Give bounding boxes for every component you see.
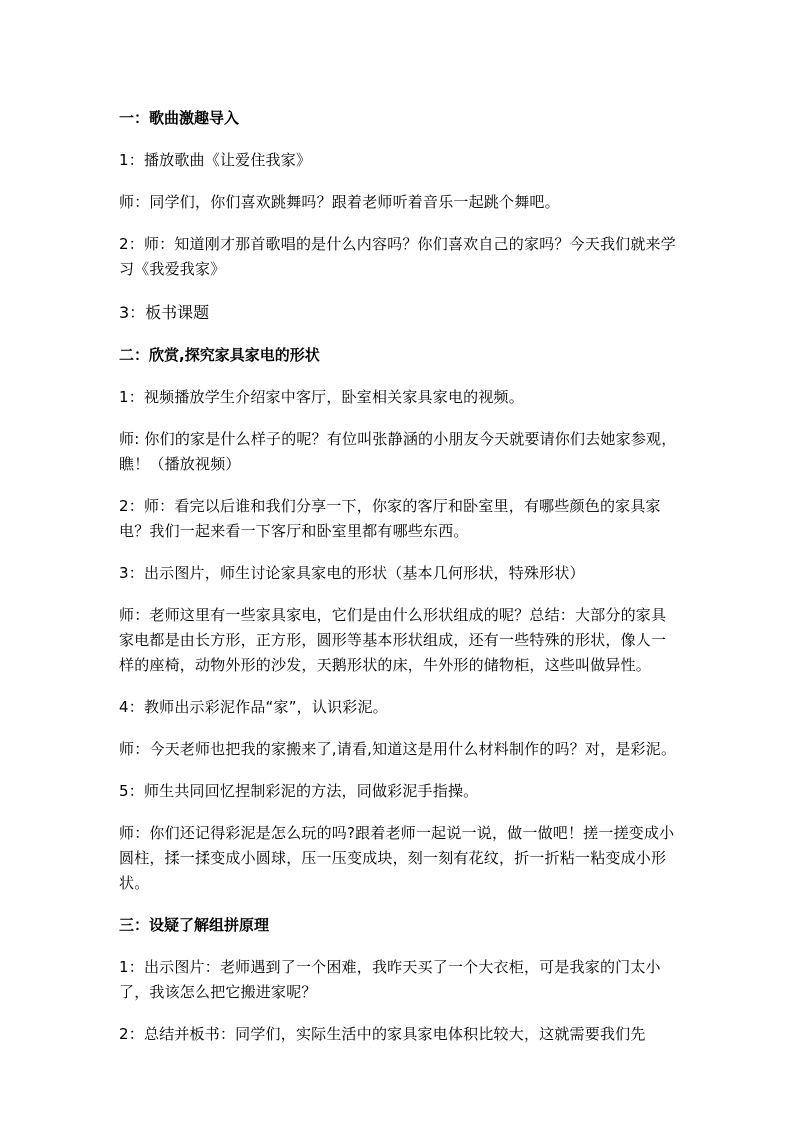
section-heading-1: 一：歌曲激趣导入 — [119, 109, 240, 127]
paragraph-2-3: 2：师：看完以后谁和我们分享一下，你家的客厅和卧室里，有哪些颜色的家具家电？我们一起来看一下客厅和卧室里都有哪些东西。 — [119, 497, 661, 540]
paragraph-1-4: 3：板书课题 — [119, 303, 210, 322]
paragraph-2-8: 5：师生共同回忆捏制彩泥的方法，同做彩泥手指操。 — [119, 782, 479, 800]
paragraph-2-4: 3：出示图片，师生讨论家具家电的形状（基本几何形状，特殊形状） — [119, 564, 585, 582]
paragraph-1-3: 2：师：知道刚才那首歌唱的是什么内容吗？你们喜欢自己的家吗？今天我们就来学习《我爱我家》 — [119, 235, 676, 278]
paragraph-2-5: 师：老师这里有一些家具家电，它们是由什么形状组成的呢？总结：大部分的家具家电都是由长方形，正方形，圆形等基本形状组成，还有一些特殊的形状，像人一样的座椅，动物外形的沙发，天鹅形状的床，牛外形的储物柜，这些叫做异性。 — [119, 606, 667, 674]
paragraph-2-1: 1：视频播放学生介绍家中客厅，卧室相关家具家电的视频。 — [119, 388, 524, 406]
section-heading-2: 二：欣赏,探究家具家电的形状 — [119, 346, 320, 364]
paragraph-2-7: 师：今天老师也把我的家搬来了,请看,知道这是用什么材料制作的吗？对，是彩泥。 — [119, 740, 677, 758]
paragraph-3-1: 1：出示图片：老师遇到了一个困难，我昨天买了一个大衣柜，可是我家的门太小了，我该怎么把它搬进家呢？ — [119, 958, 661, 1001]
document-body — [119, 106, 679, 1064]
paragraph-1-1: 1：播放歌曲《让爱住我家》 — [119, 151, 312, 169]
paragraph-3-2: 2：总结并板书：同学们，实际生活中的家具家电体积比较大，这就需要我们先 — [119, 1025, 646, 1043]
paragraph-2-9: 师：你们还记得彩泥是怎么玩的吗?跟着老师一起说一说，做一做吧！搓一搓变成小圆柱，揉一揉变成小圆球，压一压变成块，刻一刻有花纹，折一折粘一粘变成小形状。 — [119, 824, 675, 892]
paragraph-1-2: 师：同学们，你们喜欢跳舞吗？跟着老师听着音乐一起跳个舞吧。 — [119, 193, 560, 211]
paragraph-2-2: 师: 你们的家是什么样子的呢？有位叫张静涵的小朋友今天就要请你们去她家参观，瞧！（播放视频） — [119, 430, 677, 473]
section-heading-3: 三：设疑了解组拼原理 — [119, 916, 270, 934]
paragraph-2-6: 4：教师出示彩泥作品“家”，认识彩泥。 — [119, 698, 388, 716]
